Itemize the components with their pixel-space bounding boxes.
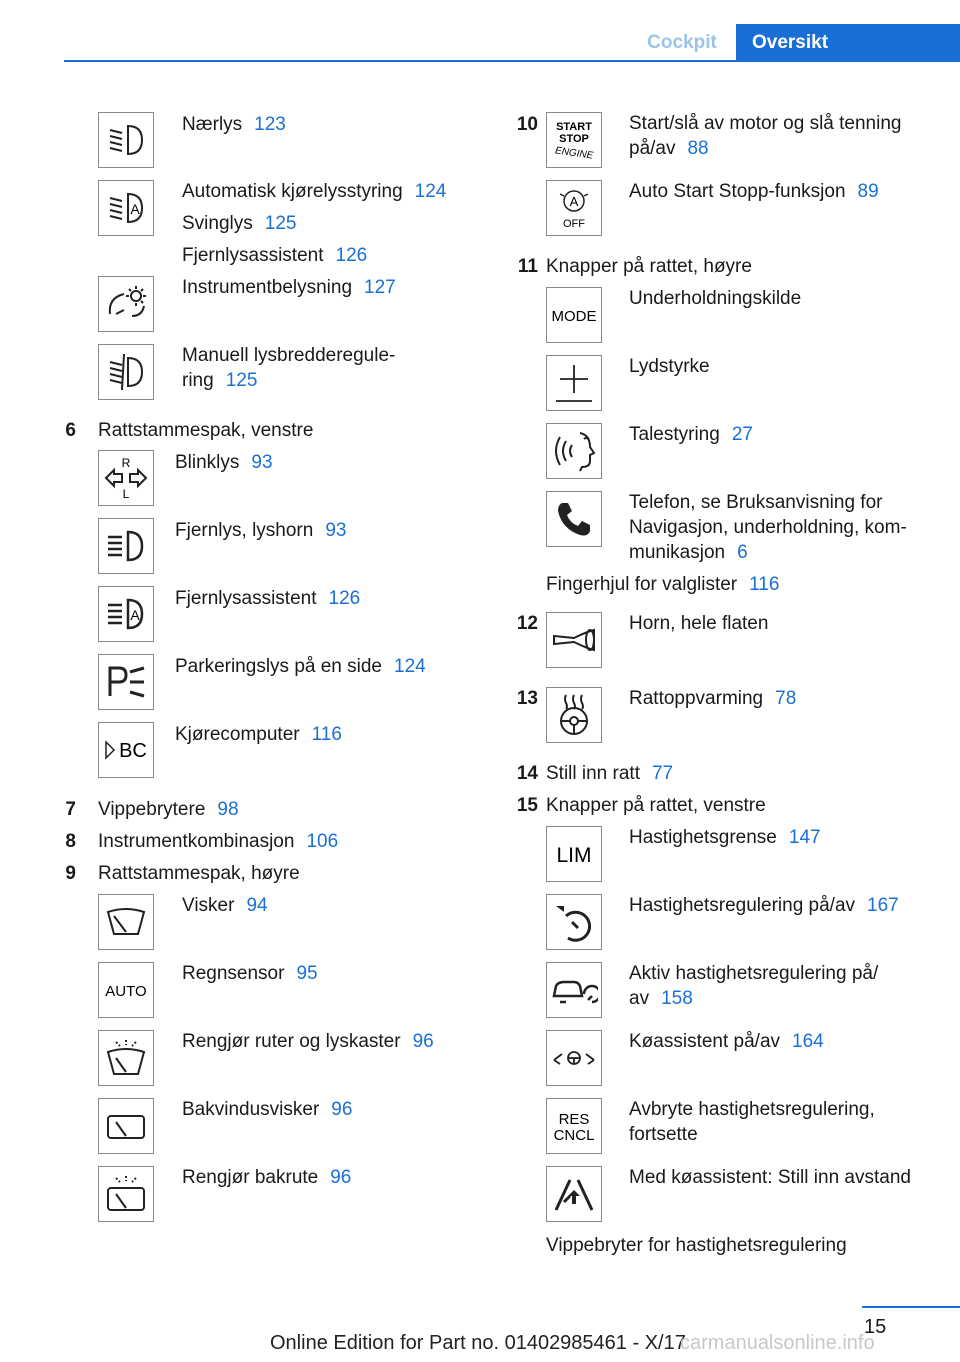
auto-start-stop-entry: Auto Start Stopp-funksjon 89 (629, 181, 879, 202)
svg-text:STOP: STOP (559, 133, 589, 145)
high-beam-assist-entry: Fjernlysassistent 126 (182, 245, 368, 266)
phone-entry-cont: Navigasjon, underholdning, kom- (629, 517, 907, 538)
res-cncl-icon (546, 1098, 602, 1154)
active-cruise-icon (546, 962, 602, 1018)
wiper-entry: Visker 94 (182, 895, 268, 916)
section-number: 13 (516, 688, 538, 709)
low-beam-entry: Nærlys 123 (182, 114, 286, 135)
svg-text:LIM: LIM (556, 844, 592, 867)
page-ref-link[interactable]: 89 (857, 181, 879, 202)
page-ref-link[interactable]: 125 (225, 370, 258, 391)
header-rule (64, 60, 960, 62)
tab-cockpit[interactable]: Cockpit (647, 31, 717, 53)
resume-cancel-entry: Avbryte hastighetsregulering, (629, 1099, 875, 1120)
section-title: Vippebrytere 98 (98, 799, 239, 820)
rear-wiper-entry: Bakvindusvisker 96 (182, 1099, 353, 1120)
section-number: 12 (516, 613, 538, 634)
page-number: 15 (864, 1316, 887, 1338)
svg-text:RES: RES (558, 1111, 590, 1128)
page-ref-link[interactable]: 98 (217, 799, 239, 820)
volume-entry: Lydstyrke (629, 356, 710, 377)
page-ref-link[interactable]: 123 (254, 114, 286, 135)
page-ref-link[interactable]: 158 (661, 988, 693, 1009)
page-ref-link[interactable]: 96 (412, 1031, 434, 1052)
page-ref-link[interactable]: 96 (331, 1099, 353, 1120)
high-beam-entry: Fjernlys, lyshorn 93 (175, 520, 347, 541)
section-number: 7 (65, 799, 76, 820)
section-number: 10 (516, 114, 538, 135)
headlight-range-icon (98, 344, 154, 400)
svg-text:L: L (122, 487, 130, 501)
page-ref-link[interactable]: 147 (788, 827, 821, 848)
distance-entry: Med køassistent: Still inn avstand (629, 1167, 911, 1188)
cornering-light-entry: Svinglys 125 (182, 213, 297, 234)
svg-text:MODE: MODE (551, 308, 597, 325)
onboard-computer-entry: Kjørecomputer 116 (175, 724, 342, 745)
page-ref-link[interactable]: 27 (731, 424, 753, 445)
start-stop-entry-cont: på/av 88 (629, 138, 709, 159)
page-ref-link[interactable]: 93 (251, 452, 273, 473)
section-title: Rattstammespak, høyre (98, 863, 300, 884)
svg-text:A: A (130, 607, 140, 623)
svg-text:OFF: OFF (563, 218, 585, 230)
section-title: Knapper på rattet, venstre (546, 795, 766, 816)
high-beam-assistant-entry: Fjernlysassistent 126 (175, 588, 361, 609)
steering-heat-icon (546, 687, 602, 743)
instrument-lighting-entry: Instrumentbelysning 127 (182, 277, 396, 298)
rain-sensor-icon (98, 962, 154, 1018)
washer-entry: Rengjør ruter og lyskaster 96 (182, 1031, 434, 1052)
low-beam-icon (98, 112, 154, 168)
page-ref-link[interactable]: 106 (306, 831, 339, 852)
svg-text:CNCL: CNCL (553, 1127, 595, 1144)
distance-icon (546, 1166, 602, 1222)
svg-text:R: R (121, 456, 131, 470)
section-number: 6 (65, 420, 76, 441)
svg-text:A: A (130, 201, 140, 217)
page-ref-link[interactable]: 6 (737, 542, 748, 563)
edition-text: Online Edition for Part no. 01402985461 - X/17 (270, 1332, 686, 1354)
traffic-jam-assistant-icon (546, 1030, 602, 1086)
onboard-computer-icon (98, 722, 154, 778)
active-cruise-entry-cont: av 158 (629, 988, 693, 1009)
phone-entry: Telefon, se Bruksanvisning for (629, 492, 883, 513)
headlight-range-entry: Manuell lysbredderegule- (182, 345, 396, 366)
section-title: Still inn ratt 77 (546, 763, 674, 784)
auto-start-stop-off-icon (546, 180, 602, 236)
page-ref-link[interactable]: 124 (394, 656, 426, 677)
phone-entry-cont: munikasjon 6 (629, 542, 748, 563)
entertainment-source-entry: Underholdningskilde (629, 288, 802, 309)
section-number: 11 (517, 256, 538, 277)
page-ref-link[interactable]: 164 (792, 1031, 824, 1052)
page-ref-link[interactable]: 96 (330, 1167, 352, 1188)
cruise-control-icon (546, 894, 602, 950)
traffic-jam-entry: Køassistent på/av 164 (629, 1031, 824, 1052)
tab-oversikt[interactable]: Oversikt (736, 24, 960, 61)
watermark: carmanualsonline.info (680, 1332, 875, 1354)
rear-washer-entry: Rengjør bakrute 96 (182, 1167, 352, 1188)
page-ref-link[interactable]: 126 (328, 588, 361, 609)
cruise-control-entry: Hastighetsregulering på/av 167 (629, 895, 899, 916)
voice-control-entry: Talestyring 27 (629, 424, 753, 445)
active-cruise-entry: Aktiv hastighetsregulering på/ (629, 963, 879, 984)
page-ref-link[interactable]: 124 (414, 181, 447, 202)
svg-text:START: START (556, 121, 592, 133)
horn-icon (546, 612, 602, 668)
mode-icon (546, 287, 602, 343)
page-ref-link[interactable]: 116 (311, 724, 342, 745)
footer-rule (862, 1306, 960, 1308)
page-ref-link[interactable]: 127 (364, 277, 396, 298)
page-ref-link[interactable]: 93 (325, 520, 347, 541)
voice-control-icon (546, 423, 602, 479)
horn-entry: Horn, hele flaten (629, 613, 769, 634)
page-ref-link[interactable]: 94 (246, 895, 268, 916)
page-ref-link[interactable]: 125 (264, 213, 297, 234)
section-number: 8 (65, 831, 76, 852)
turn-signal-icon (98, 450, 154, 506)
speed-limit-entry: Hastighetsgrense 147 (629, 827, 821, 848)
start-stop-entry: Start/slå av motor og slå tenning (629, 113, 902, 134)
rocker-entry: Vippebryter for hastighetsregulering (546, 1235, 847, 1256)
page-ref-link[interactable]: 126 (335, 245, 368, 266)
section-title: Instrumentkombinasjon 106 (98, 831, 339, 852)
page-ref-link[interactable]: 95 (296, 963, 318, 984)
rear-wiper-icon (98, 1098, 154, 1154)
section-number: 15 (516, 795, 538, 816)
parking-light-icon (98, 654, 154, 710)
svg-text:ENGINE: ENGINE (554, 145, 594, 162)
volume-icon (546, 355, 602, 411)
instrument-lighting-icon (98, 276, 154, 332)
headlight-range-entry-cont: ring 125 (182, 370, 258, 391)
resume-cancel-entry-cont: fortsette (629, 1124, 698, 1145)
turn-signal-entry: Blinklys 93 (175, 452, 273, 473)
washer-icon (98, 1030, 154, 1086)
page-ref-link[interactable]: 88 (687, 138, 709, 159)
lim-icon (546, 826, 602, 882)
start-stop-icon (546, 112, 602, 168)
auto-headlight-entry: Automatisk kjørelysstyring 124 (182, 181, 447, 202)
high-beam-icon (98, 518, 154, 574)
svg-text:A: A (569, 194, 579, 209)
section-number: 9 (65, 863, 76, 884)
section-number: 14 (516, 763, 538, 784)
wiper-icon (98, 894, 154, 950)
page-ref-link[interactable]: 167 (867, 895, 899, 916)
svg-text:BC: BC (119, 740, 147, 762)
page-ref-link[interactable]: 116 (749, 574, 780, 595)
steering-heat-entry: Rattoppvarming 78 (629, 688, 797, 709)
high-beam-assistant-icon (98, 586, 154, 642)
parking-light-entry: Parkeringslys på en side 124 (175, 656, 426, 677)
section-title: Knapper på rattet, høyre (546, 256, 752, 277)
page-ref-link[interactable]: 77 (651, 763, 674, 784)
svg-text:AUTO: AUTO (105, 983, 147, 1000)
rear-washer-icon (98, 1166, 154, 1222)
rain-sensor-entry: Regnsensor 95 (182, 963, 318, 984)
page-ref-link[interactable]: 78 (775, 688, 797, 709)
auto-headlight-icon (98, 180, 154, 236)
section-title: Rattstammespak, venstre (98, 420, 314, 441)
fingerwheel-entry: Fingerhjul for valglister 116 (546, 574, 780, 595)
phone-icon (546, 491, 602, 547)
